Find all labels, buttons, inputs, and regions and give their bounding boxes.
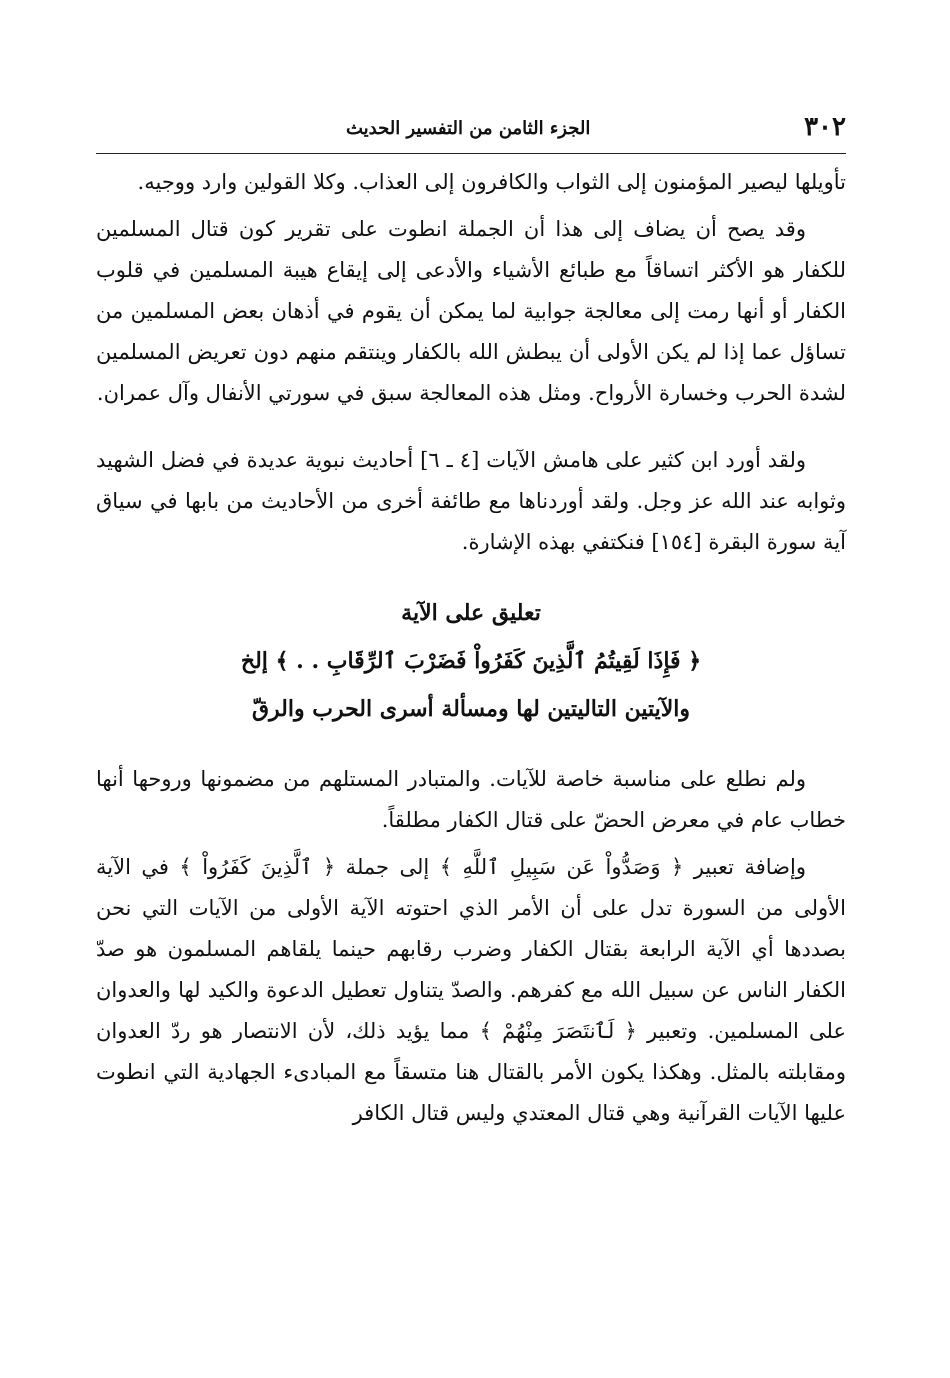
page-body — [96, 162, 846, 1160]
page-number: ٣٠٢ — [804, 112, 846, 142]
section-heading-subtitle: والآيتين التاليتين لها ومسألة أسرى الحرب والرقّ — [251, 696, 691, 722]
page-header — [96, 112, 846, 152]
paragraph-2: وقد يصح أن يضاف إلى هذا أن الجملة انطوت على تقرير كون قتال المسلمين للكفار هو الأكثر اتساقاً مع طبائع الأشياء والأدعى إلى إيقاع هيبة المسلمين في قلوب الكفار أو أنها رمت إلى معالجة جوابية لما يمكن أن يقوم في أذهان بعض المسلمين من تساؤل عما إذا لم يكن الأولى أن يبطش الله بالكفار وينتقم منهم دون تعريض المسلمين لشدة الحرب وخسارة الأرواح. ومثل هذه المعالجة سبق في سورتي الأنفال وآل عمران. — [96, 217, 846, 405]
running-title: الجزء الثامن من التفسير الحديث — [346, 118, 591, 139]
paragraph-1: تأويلها ليصير المؤمنون إلى الثواب والكافرون إلى العذاب. وكلا القولين وارد ووجيه. — [137, 170, 846, 194]
paragraph-3: ولقد أورد ابن كثير على هامش الآيات [٤ ـ ٦] أحاديث نبوية عديدة في فضل الشهيد وثوابه عند الله عز وجل. ولقد أوردناها مع طائفة أخرى من الأحاديث من بابها في سياق آية سورة البقرة [١٥٤] فنكتفي بهذه الإشارة. — [96, 448, 846, 554]
paragraph-4: ولم نطلع على مناسبة خاصة للآيات. والمتبادر المستلهم من مضمونها وروحها أنها خطاب عام في معرض الحضّ على قتال الكفار مطلقاً. — [96, 767, 846, 832]
section-heading-verse: ﴿ فَإِذَا لَقِيتُمُ ٱلَّذِينَ كَفَرُواْ فَضَرْبَ ٱلرِّقَابِ . . ﴾ إلخ — [240, 648, 702, 674]
section-heading — [96, 589, 846, 733]
paragraph-5: وإضافة تعبير ﴿ وَصَدُّواْ عَن سَبِيلِ ٱللَّهِ ﴾ إلى جملة ﴿ ٱلَّذِينَ كَفَرُواْ ﴾ في الآية الأولى من السورة تدل على أن الأمر الذي احتوته الآية الأولى من الآيات التي نحن بصددها أي الآية الرابعة بقتال الكفار وضرب رقابهم حينما يلقاهم المسلمون هو صدّ الكفار الناس عن سبيل الله مع كفرهم. والصدّ يتناول تعطيل الدعوة والكيد لها والعدوان على المسلمين. وتعبير ﴿ لَٱنتَصَرَ مِنْهُمْ ﴾ مما يؤيد ذلك، لأن الانتصار هو ردّ العدوان ومقابلته بالمثل. وهكذا يكون الأمر بالقتال هنا متسقاً مع المبادىء الجهادية التي انطوت عليها الآيات القرآنية وهي قتال المعتدي وليس قتال الكافر — [96, 855, 846, 1125]
section-heading-title: تعليق على الآية — [401, 600, 541, 626]
header-divider — [96, 153, 846, 154]
